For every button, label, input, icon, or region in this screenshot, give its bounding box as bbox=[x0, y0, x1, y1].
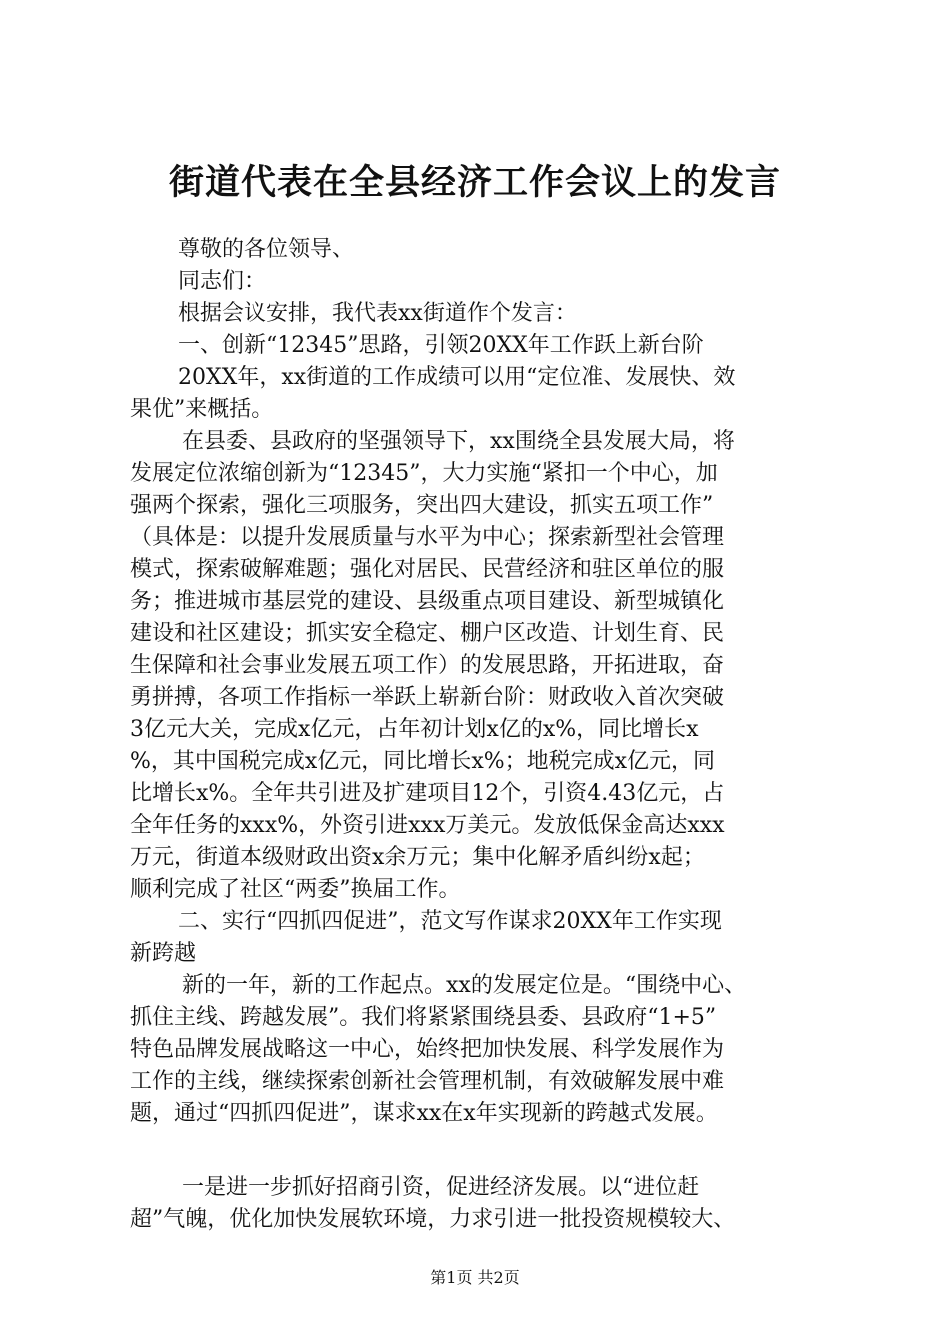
paragraph-line: 万元，街道本级财政出资x余万元；集中化解矛盾纠纷x起； bbox=[130, 845, 705, 870]
document-title: 街道代表在全县经济工作会议上的发言 bbox=[168, 162, 781, 203]
paragraph-line: 模式，探索破解难题；强化对居民、民营经济和驻区单位的服 bbox=[130, 557, 725, 582]
paragraph-line: %，其中国税完成x亿元，同比增长x%；地税完成x亿元，同 bbox=[130, 749, 716, 774]
paragraph-line: 超”气魄，优化加快发展软环境，力求引进一批投资规模较大、 bbox=[130, 1207, 736, 1232]
paragraph-line: 题，通过“四抓四促进”，谋求xx在x年实现新的跨越式发展。 bbox=[130, 1101, 718, 1126]
paragraph-line: 顺利完成了社区“两委”换届工作。 bbox=[130, 877, 461, 902]
salutation-line: 尊敬的各位领导、 bbox=[178, 237, 355, 262]
paragraph-line: 发展定位浓缩创新为“12345”，大力实施“紧扣一个中心，加 bbox=[130, 461, 718, 486]
paragraph-line: 果优”来概括。 bbox=[130, 397, 274, 422]
section-heading: 新跨越 bbox=[130, 941, 197, 966]
paragraph-line: 3亿元大关，完成x亿元，占年初计划x亿的x%，同比增长x bbox=[130, 717, 699, 742]
paragraph-line: 工作的主线，继续探索创新社会管理机制，有效破解发展中难 bbox=[130, 1069, 725, 1094]
section-heading: 二、实行“四抓四促进”，范文写作谋求20XX年工作实现 bbox=[178, 909, 722, 934]
paragraph-line: 全年任务的xxx%，外资引进xxx万美元。发放低保金高达xxx bbox=[130, 813, 725, 838]
paragraph-line: 抓住主线、跨越发展”。我们将紧紧围绕县委、县政府“1+5” bbox=[130, 1005, 717, 1030]
paragraph-line: 务；推进城市基层党的建设、县级重点项目建设、新型城镇化 bbox=[130, 589, 725, 614]
paragraph-line: 建设和社区建设；抓实安全稳定、棚户区改造、计划生育、民 bbox=[130, 621, 725, 646]
page-number: 第1页 共2页 bbox=[430, 1268, 520, 1287]
paragraph-line: （具体是：以提升发展质量与水平为中心；探索新型社会管理 bbox=[130, 525, 725, 550]
paragraph-line: 特色品牌发展战略这一中心，始终把加快发展、科学发展作为 bbox=[130, 1037, 725, 1062]
paragraph-line: 强两个探索，强化三项服务，突出四大建设，抓实五项工作” bbox=[130, 493, 714, 518]
paragraph-line: 一是进一步抓好招商引资，促进经济发展。以“进位赶 bbox=[182, 1175, 700, 1200]
paragraph-line: 20XX年，xx街道的工作成绩可以用“定位准、发展快、效 bbox=[178, 365, 736, 390]
paragraph-line: 在县委、县政府的坚强领导下，xx围绕全县发展大局，将 bbox=[182, 429, 735, 454]
salutation-line: 同志们： bbox=[178, 269, 267, 294]
document-body bbox=[130, 234, 830, 1236]
paragraph-line: 生保障和社会事业发展五项工作）的发展思路，开拓进取，奋 bbox=[130, 653, 725, 678]
paragraph-line: 勇拼搏，各项工作指标一举跃上崭新台阶：财政收入首次突破 bbox=[130, 685, 725, 710]
paragraph-line: 比增长x%。全年共引进及扩建项目12个，引资4.43亿元，占 bbox=[130, 781, 725, 806]
paragraph-spacer bbox=[130, 1130, 830, 1172]
paragraph-line: 根据会议安排，我代表xx街道作个发言： bbox=[178, 301, 577, 326]
paragraph-line: 新的一年，新的工作起点。xx的发展定位是。“围绕中心、 bbox=[182, 973, 747, 998]
section-heading: 一、创新“12345”思路，引领20XX年工作跃上新台阶 bbox=[178, 333, 704, 358]
